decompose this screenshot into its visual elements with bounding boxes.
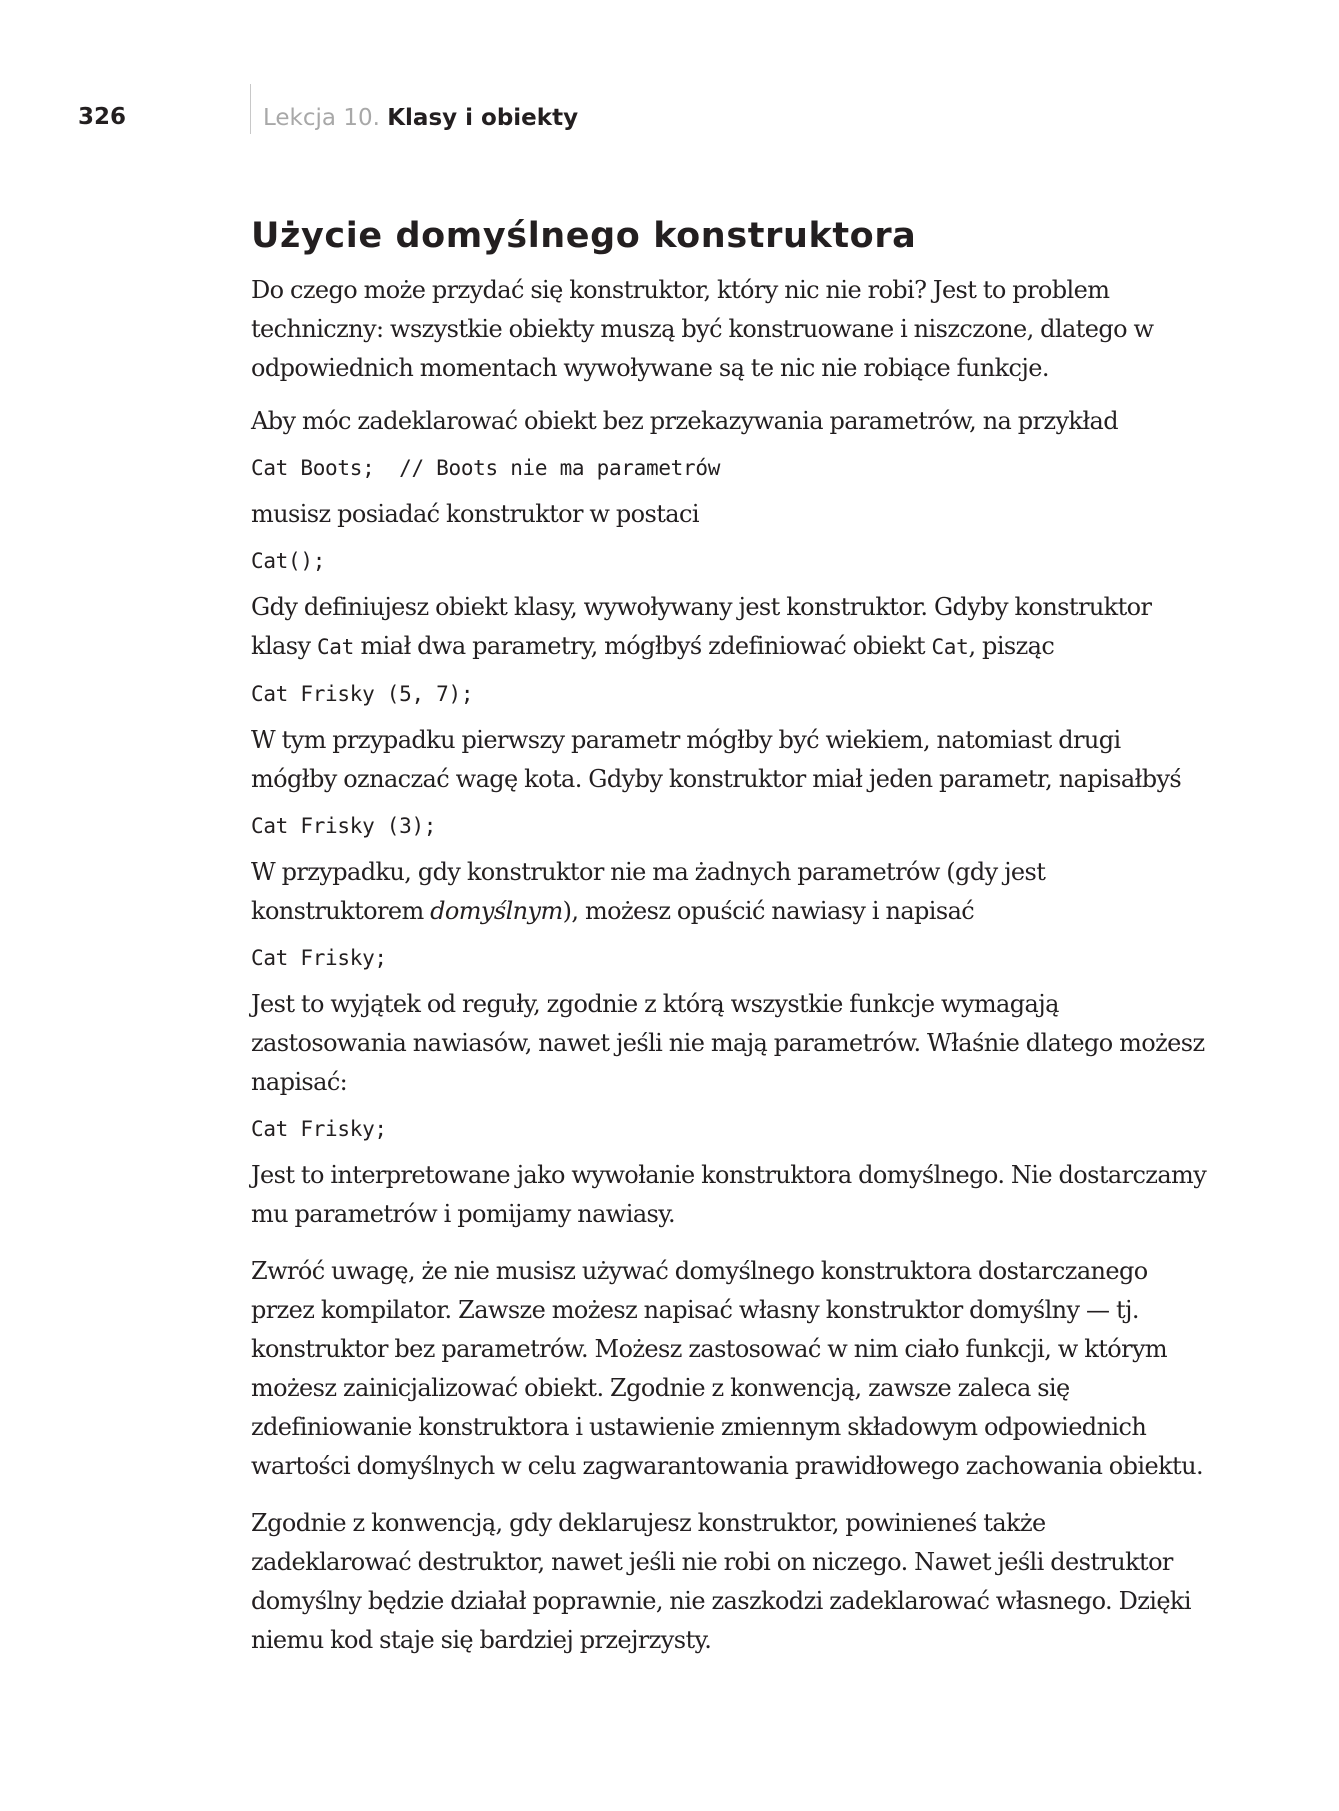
paragraph-2: Aby móc zadeklarować obiekt bez przekazywania parametrów, na przykład — [251, 407, 1119, 435]
paragraph-4 — [251, 588, 1211, 667]
running-head — [263, 105, 578, 131]
paragraph-7: Jest to wyjątek od reguły, zgodnie z którą wszystkie funkcje wymagają zastosowania nawiasów, nawet jeśli nie mają parametrów. Właśnie dlatego możesz napisać: — [251, 990, 1205, 1096]
section-title: Użycie domyślnego konstruktora — [251, 216, 917, 256]
running-head-lesson: Lekcja 10. — [263, 105, 380, 131]
paragraph-4-text-b: miał dwa parametry, mógłbyś zdefiniować obiekt — [353, 632, 932, 660]
code-snippet-3: Cat Frisky (5, 7); — [251, 682, 474, 706]
paragraph-4-text-c: , pisząc — [968, 632, 1055, 660]
paragraph-1: Do czego może przydać się konstruktor, który nic nie robi? Jest to problem techniczny: wszystkie obiekty muszą być konstruowane i niszczone, dlatego w odpowiednich momentach wywoływane są te nic nie robiące funkcje. — [251, 276, 1154, 382]
emphasis-default: domyślnym — [430, 897, 563, 925]
code-snippet-6: Cat Frisky; — [251, 1117, 387, 1141]
paragraph-6 — [251, 853, 1211, 931]
code-snippet-1: Cat Boots; // Boots nie ma parametrów — [251, 456, 721, 480]
paragraph-4-text-a: Gdy definiujesz obiekt klasy, wywoływany jest konstruktor. Gdyby konstruktor klasy — [251, 593, 1152, 660]
inline-code-cat-2: Cat — [931, 635, 969, 659]
paragraph-6-text-b: ), możesz opuścić nawiasy i napisać — [562, 897, 975, 925]
paragraph-9: Zwróć uwagę, że nie musisz używać domyślnego konstruktora dostarczanego przez kompilator. Zawsze możesz napisać własny konstruktor domyślny — tj. konstruktor bez parametrów. Możesz zastosować w nim ciało funkcji, w którym możesz zainicjalizować obiekt. Zgodnie z konwencją, zawsze zaleca się zdefiniowanie konstruktora i ustawienie zmiennym składowym odpowiednich wartości domyślnych w celu zagwarantowania prawidłowego zachowania obiektu. — [251, 1257, 1203, 1480]
code-snippet-4: Cat Frisky (3); — [251, 814, 437, 838]
header-divider — [250, 84, 251, 134]
paragraph-6-text-a: W przypadku, gdy konstruktor nie ma żadnych parametrów (gdy jest konstruktorem — [251, 858, 1046, 925]
code-snippet-5: Cat Frisky; — [251, 946, 387, 970]
paragraph-10: Zgodnie z konwencją, gdy deklarujesz konstruktor, powinieneś także zadeklarować destruktor, nawet jeśli nie robi on niczego. Nawet jeśli destruktor domyślny będzie działał poprawnie, nie zaszkodzi zadeklarować własnego. Dzięki niemu kod staje się bardziej przejrzysty. — [251, 1509, 1191, 1654]
paragraph-8: Jest to interpretowane jako wywołanie konstruktora domyślnego. Nie dostarczamy mu parametrów i pomijamy nawiasy. — [251, 1161, 1207, 1228]
page-number: 326 — [78, 104, 127, 130]
page-content — [251, 212, 1211, 1660]
paragraph-5: W tym przypadku pierwszy parametr mógłby być wiekiem, natomiast drugi mógłby oznaczać wagę kota. Gdyby konstruktor miał jeden parametr, napisałbyś — [251, 726, 1182, 793]
paragraph-3: musisz posiadać konstruktor w postaci — [251, 500, 699, 528]
inline-code-cat-1: Cat — [316, 635, 354, 659]
running-head-title: Klasy i obiekty — [387, 105, 579, 131]
code-snippet-2: Cat(); — [251, 549, 326, 573]
